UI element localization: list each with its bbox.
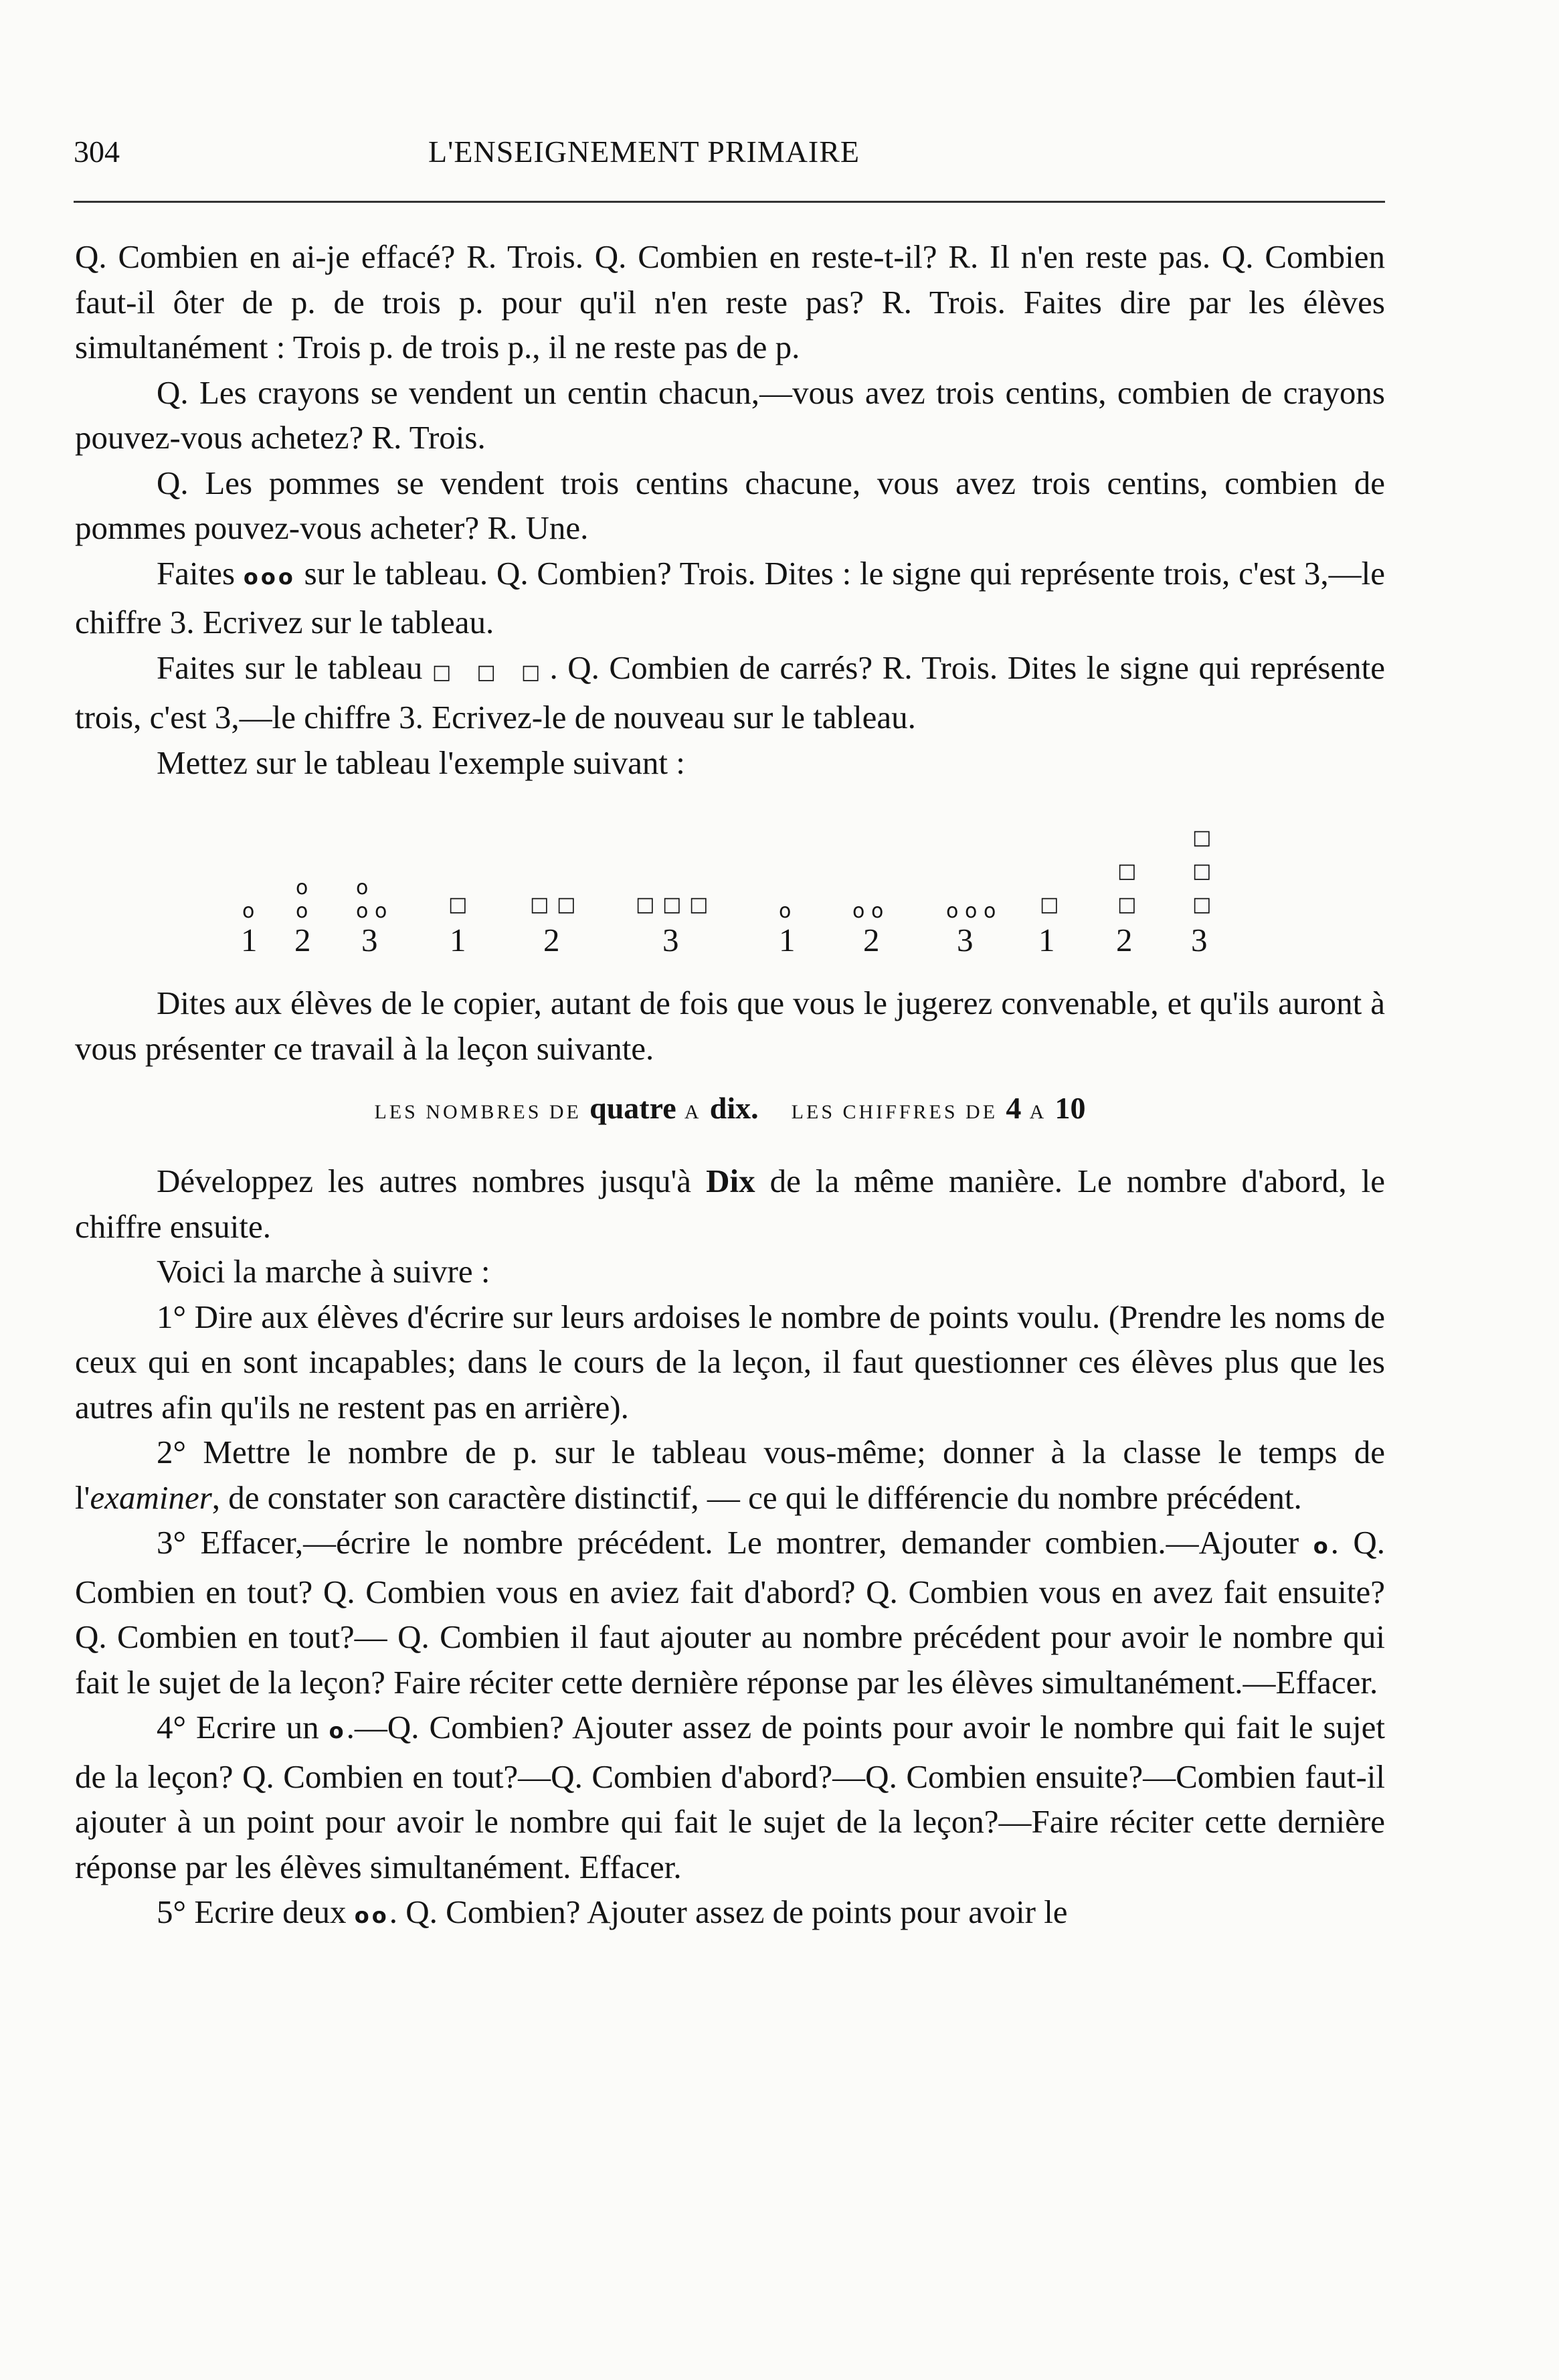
paragraph-faites-carres <box>75 645 1385 740</box>
square-mark: □ <box>1117 893 1137 916</box>
dot-mark: o <box>296 900 308 923</box>
dots-symbol: oo <box>354 1903 389 1928</box>
paragraph-developpez <box>75 1159 1385 1249</box>
paragraph-crayons: Q. Les crayons se vendent un centin chacun,—vous avez trois centins, combien de crayons pouvez-vous achetez? R. Trois. <box>75 373 1385 456</box>
italic-word: examiner <box>90 1478 212 1516</box>
digit: 3 <box>957 922 974 958</box>
digit: 1 <box>1038 922 1055 958</box>
square-mark: □ <box>557 893 576 916</box>
text-span: 5° Ecrire deux <box>157 1893 347 1930</box>
paragraph-voici: Voici la marche à suivre : <box>157 1253 490 1290</box>
square-mark: □ <box>448 893 468 916</box>
digit: 3 <box>1191 922 1208 958</box>
dot-mark: o <box>852 900 865 923</box>
text-span: 4° Ecrire un <box>157 1709 319 1746</box>
running-head: L'ENSEIGNEMENT PRIMAIRE <box>428 135 860 169</box>
dot-mark: o <box>779 900 792 923</box>
dot-mark: o <box>871 900 884 923</box>
page-header <box>74 134 1385 181</box>
text-span: . Q. Combien en tout? Q. Combien vous en aviez fait d'abord? Q. Combien vous en avez fait ensuite? Q. Combien en tout?— Q. Combien il faut ajouter au nombre précédent pour avoir le nombre qui fait le sujet de la leçon? Faire réciter cette dernière réponse par les élèves simultanément.—Effacer. <box>75 1524 1385 1701</box>
heading-part: LES NOMBRES DE <box>374 1101 581 1123</box>
digit: 1 <box>241 922 258 958</box>
digit: 3 <box>662 922 679 958</box>
heading-part: A <box>684 1101 702 1123</box>
text-span: . Q. Combien de carrés? R. Trois. Dites le signe qui représente trois, c'est 3,—le chiffre 3. Ecrivez-le de nouveau sur le tableau. <box>75 649 1386 736</box>
paragraph-step-5 <box>75 1889 1385 1939</box>
digit: 2 <box>543 922 560 958</box>
dots-symbol: o <box>1313 1533 1331 1559</box>
dot-mark: o <box>242 900 255 923</box>
square-mark: □ <box>1192 859 1212 883</box>
square-mark: □ <box>636 893 655 916</box>
square-mark: □ <box>689 893 709 916</box>
square-mark: □ <box>1192 893 1212 916</box>
text-span: . Q. Combien? Ajouter assez de points pour avoir le <box>389 1893 1068 1930</box>
dot-mark: o <box>296 876 308 900</box>
section-heading <box>75 1084 1385 1136</box>
dot-mark: o <box>356 900 369 923</box>
heading-part: dix. <box>709 1091 759 1125</box>
squares-symbol: □ □ □ <box>432 660 550 684</box>
text-span: 2° Mettre le nombre de p. sur le tableau vous-même; donner à la classe le temps de l' <box>75 1434 1385 1516</box>
heading-part: 4 <box>1006 1091 1022 1125</box>
square-mark: □ <box>1040 893 1059 916</box>
digit: 1 <box>779 922 796 958</box>
dot-mark: o <box>984 900 996 923</box>
text-span: de la même manière. Le nombre d'abord, le chiffre ensuite. <box>75 1163 1386 1245</box>
heading-part: 10 <box>1054 1091 1086 1125</box>
square-mark: □ <box>1117 859 1137 883</box>
paragraph-pommes: Q. Les pommes se vendent trois centins chacune, vous avez trois centins, combien de pommes pouvez-vous acheter? R. Une. <box>75 464 1385 546</box>
bold-word: Dix <box>706 1163 755 1199</box>
digit: 2 <box>1116 922 1133 958</box>
dots-symbol: ooo <box>243 564 296 590</box>
text-span: , de constater son caractère distinctif, — ce qui le différencie du nombre précédent. <box>211 1478 1302 1516</box>
text-span: Développez les autres nombres jusqu'à <box>157 1163 692 1199</box>
header-rule <box>74 201 1385 203</box>
digit: 2 <box>294 922 311 958</box>
square-mark: □ <box>662 893 682 916</box>
heading-part: LES CHIFFRES DE <box>791 1101 998 1123</box>
digit: 1 <box>450 922 466 958</box>
dot-mark: o <box>946 900 959 923</box>
paragraph-step-3 <box>75 1520 1385 1705</box>
number-example-figure <box>75 785 1385 981</box>
dot-mark: o <box>356 876 369 900</box>
text-span: .—Q. Combien? Ajouter assez de points pour avoir le nombre qui fait le sujet de la leçon? Q. Combien en tout?—Q. Combien d'abord?—Q. Combien ensuite?—Combien faut-il ajouter à un point pour avoir le nombre qui fait le sujet de la leçon?—Faire réciter cette dernière réponse par les élèves simultanément. Effacer. <box>75 1709 1385 1885</box>
digit: 2 <box>863 922 880 958</box>
square-mark: □ <box>530 893 549 916</box>
page-number: 304 <box>74 135 120 169</box>
paragraph-dites-copier: Dites aux élèves de le copier, autant de fois que vous le jugerez convenable, et qu'ils auront à vous présenter ce travail à la leçon suivante. <box>75 985 1385 1067</box>
paragraph-step-4 <box>75 1705 1385 1889</box>
text-span: Faites <box>157 554 236 592</box>
square-mark: □ <box>1192 826 1212 849</box>
heading-part: quatre <box>589 1091 676 1125</box>
heading-part: A <box>1029 1101 1047 1123</box>
text-span: 3° Effacer,—écrire le nombre précédent. Le montrer, demander combien.—Ajouter <box>157 1524 1299 1561</box>
text-span: sur le tableau. Q. Combien? Trois. Dites : le signe qui représente trois, c'est 3,—le chiffre 3. Ecrivez sur le tableau. <box>75 554 1386 641</box>
paragraph-step-1: 1° Dire aux élèves d'écrire sur leurs ardoises le nombre de points voulu. (Prendre les noms de ceux qui en sont incapables; dans le cours de la leçon, il faut questionner ces élèves plus que les autres afin qu'ils ne restent pas en arrière). <box>75 1298 1385 1426</box>
page-body <box>75 234 1385 1939</box>
paragraph-faites-ooo <box>75 551 1385 645</box>
dots-symbol: o <box>329 1718 347 1744</box>
text-span: Faites sur le tableau <box>157 649 423 686</box>
paragraph-1: Q. Combien en ai-je effacé? R. Trois. Q. Combien en reste-t-il? R. Il n'en reste pas. Q. Combien faut-il ôter de p. de trois p. pour qu'il n'en reste pas? R. Trois. Faites dire par les élèves simultanément : Trois p. de trois p., il ne reste pas de p. <box>75 238 1385 365</box>
paragraph-step-2 <box>75 1430 1385 1520</box>
digit: 3 <box>361 922 378 958</box>
dot-mark: o <box>375 900 387 923</box>
paragraph-mettez: Mettez sur le tableau l'exemple suivant : <box>157 744 685 781</box>
dot-mark: o <box>965 900 978 923</box>
